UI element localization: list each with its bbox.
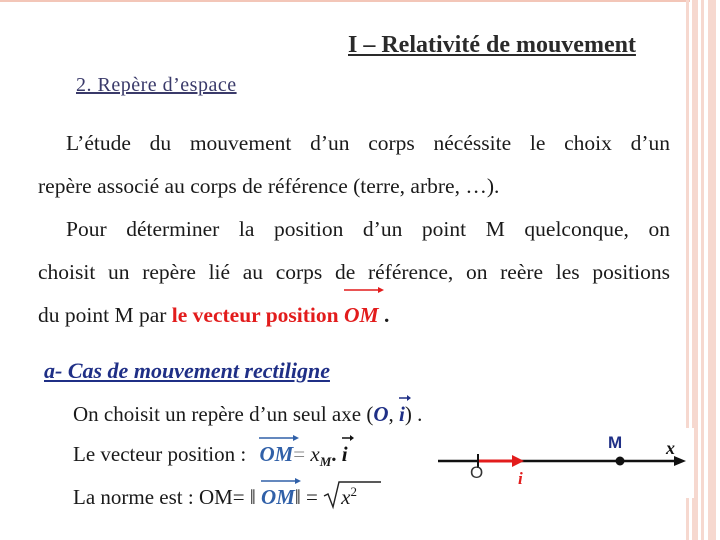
axis-diagram (434, 428, 694, 498)
line-3-text: du point M par (38, 303, 167, 327)
paragraph-2-line-1: Pour déterminer la position d’un point M quelconque, on (66, 217, 670, 241)
origin-label: O (470, 463, 484, 482)
paragraph-2-line-2: choisit un repère lié au corps de référence, on reère les positions (38, 260, 670, 284)
vector-arrow-icon (344, 287, 384, 293)
vector-position-label: le vecteur position (171, 303, 339, 327)
vector-arrow-icon (259, 435, 299, 441)
bullet-position-vector: Le vecteur position : $OM= x_M$. i (73, 442, 348, 470)
paragraph-1-line-1: L’étude du mouvement d’un corps nécéssite le choix d’un (66, 131, 670, 155)
vector-arrow-icon (342, 435, 354, 441)
point-m (616, 457, 625, 466)
section-subtitle: 2. Repère d’espace (76, 74, 237, 96)
paragraph-1 (38, 122, 670, 208)
sqrt-expression: $x^2$ (323, 484, 357, 510)
paragraph-2 (38, 208, 670, 337)
vector-om: OM (344, 294, 379, 337)
bullet-norm: La norme est : OM= ‖ OM‖ = $x^2$ (73, 484, 357, 510)
paragraph-1-line-2: repère associé au corps de référence (terre, arbre, …). (38, 174, 500, 198)
sqrt-icon (323, 480, 381, 510)
vector-om: OM (259, 442, 293, 467)
unit-vector-i: i (399, 402, 405, 427)
slide-title: I – Relativité de mouvement (348, 32, 636, 58)
paragraph-2-line-3 (38, 294, 670, 337)
origin-symbol: O (373, 402, 389, 426)
vector-om: OM (261, 485, 295, 510)
point-m-label: M (608, 433, 623, 452)
unit-vector-label: i (518, 469, 523, 488)
line-3-period: . (384, 303, 390, 327)
bullet-axis-choice: On choisit un repère d’un seul axe (O, i) . (73, 402, 422, 427)
x-m: $x_M$ (310, 442, 332, 470)
vector-arrow-icon (261, 478, 301, 484)
vector-arrow-icon (399, 395, 411, 401)
top-border-decoration (0, 0, 690, 6)
unit-vector-i: i (342, 442, 348, 467)
section-a-title: a- Cas de mouvement rectiligne (44, 358, 330, 383)
axis-x-label: x (666, 438, 675, 458)
